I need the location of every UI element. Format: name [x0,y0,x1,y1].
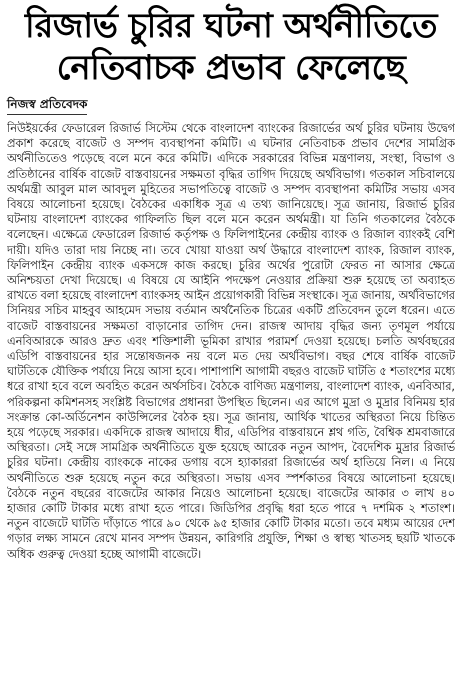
article-paragraph: নিউইয়র্কের ফেডারেল রিজার্ভ সিস্টেম থেকে বাংলাদেশ ব্যাংকের রিজার্ভের অর্থ চুরির ঘটনায় উদ্বেগ প্রকাশ করেছে বাজেট ও সম্পদ ব্যবস্থাপনা কমিটি। এ ঘটনার নেতিবাচক প্রভাব দেশের সামগ্রিক অর্থনীতিতেও পড়েছে বলে মনে করে কমিটি। এদিকে সরকারের বিভিন্ন মন্ত্রণালয়, সংস্থা, বিভাগ ও প্রতিষ্ঠানের বার্ষিক বাজেট বাস্তবায়নের সক্ষমতা বৃদ্ধির তাগিদ দিয়েছে অর্থবিভাগ। গতকাল সচিবালয়ে অর্থমন্ত্রী আবুল মাল আবদুল মুহিতের সভাপতিত্বে বাজেট ও সম্পদ ব্যবস্থাপনা কমিটির সভায় এসব বিষয়ে আলোচনা হয়েছে। বৈঠকের একাধিক সূত্র এ তথ্য জানিয়েছে। সূত্র জানায়, রিজার্ভ চুরির ঘটনায় বাংলাদেশ ব্যাংকের গাফিলতি ছিল বলে মনে করেন অর্থমন্ত্রী। যা তিনি গতকালের বৈঠকে বলেছেন। এক্ষেত্রে ফেডারেল রিজার্ভ কর্তৃপক্ষ ও ফিলিপাইনের কেন্দ্রীয় ব্যাংক ও রিজাল ব্যাংকই বেশি দায়ী। যদিও তারা দায় নিচ্ছে না। তবে খোয়া যাওয়া অর্থ উদ্ধারে বাংলাদেশ ব্যাংক, রিজাল ব্যাংক, ফিলিপাইন কেন্দ্রীয় ব্যাংক একসঙ্গে কাজ করছে। চুরির অর্থের পুরোটা ফেরত না আসার ক্ষেত্রে অনিশ্চয়তা দেখা দিয়েছে। এ বিষয়ে যে আইনি পদক্ষেপ নেওয়ার প্রক্রিয়া শুরু হয়েছে তা অব্যাহত রাখতে বলা হয়েছে বাংলাদেশ ব্যাংকসহ আইন প্রয়োগকারী বিভিন্ন সংস্থাকে। সূত্র জানায়, অর্থবিভাগের সিনিয়র সচিব মাহবুব আহমেদ সভায় বর্তমান অর্থনৈতিক চিত্রের একটি প্রতিবেদন তুলে ধরেন। এতে বাজেট বাস্তবায়নের সক্ষমতা বাড়ানোর তাগিদ দেন। রাজস্ব আদায় বৃদ্ধির জন্য তৃণমূল পর্যায়ে এনবিআরকে আরও দ্রুত এবং শক্তিশালী ভূমিকা রাখার পরামর্শ দেওয়া হয়েছে। চলতি অর্থবছরের এডিপি বাস্তবায়নের হার সন্তোষজনক নয় বলে মত দেয় অর্থবিভাগ। বছর শেষে বার্ষিক বাজেট ঘাটতিকে যৌক্তিক পর্যায়ে নিয়ে আসা হবে। পাশাপাশি আগামী বছরও বাজেট ঘাটতি ৫ শতাংশের মধ্যে ধরে রাখা হবে বলে অবহিত করেন অর্থসচিব। বৈঠকে বাণিজ্য মন্ত্রণালয়, বাংলাদেশ ব্যাংক, এনবিআর, পরিকল্পনা কমিশনসহ সংশ্লিষ্ট বিভাগের প্রধানরা উপস্থিত ছিলেন। এর আগে মুদ্রা ও মুদ্রার বিনিময় হার সংক্রান্ত কো-অর্ডিনেশন কাউন্সিলের বৈঠক হয়। সূত্র জানায়, আর্থিক খাতের অস্থিরতা নিয়ে চিন্তিত হয়ে পড়েছে সরকার। একদিকে রাজস্ব আদায়ে ধীর, এডিপির বাস্তবায়নে শ্লথ গতি, বৈশ্বিক শ্রমবাজারে অস্থিরতা। সেই সঙ্গে সামগ্রিক অর্থনীতিতে যুক্ত হয়েছে আরেক নতুন আপদ, বৈদেশিক মুদ্রার রিজার্ভ চুরির ঘটনা। কেন্দ্রীয় ব্যাংককে নাকের ডগায় বসে হ্যাকাররা রিজার্ভের অর্থ হাতিয়ে নিল। এ নিয়ে অর্থনীতিতে শুরু হয়েছে নতুন করে অস্থিরতা। সভায় এসব স্পর্শকাতর বিষয়ে আলোচনা হয়েছে। বৈঠকে নতুন বছরের বাজেটের আকার নিয়েও আলোচনা হয়েছে। বাজেটের আকার ৩ লাখ ৪০ হাজার কোটি টাকার মধ্যে রাখা হতে পারে। জিডিপির প্রবৃদ্ধি ধরা হতে পারে ৭ দশমিক ২ শতাংশ। নতুন বাজেটে ঘাটতি দাঁড়াতে পারে ৯০ থেকে ৯৫ হাজার কোটি টাকার মতো। তবে মধ্যম আয়ের দেশ গড়ার লক্ষ্য সামনে রেখে মানব সম্পদ উন্নয়ন, কারিগরি প্রযুক্তি, শিক্ষা ও স্বাস্থ্য খাতসহ ছয়টি খাতকে অধিক গুরুত্ব দেওয়া হচ্ছে আগামী বাজেটে। [7,122,455,561]
headline-line-1: রিজার্ভ চুরির ঘটনা অর্থনীতিতে [24,6,438,46]
headline [7,6,455,88]
article-body [7,121,455,661]
byline: নিজস্ব প্রতিবেদক [7,96,87,115]
headline-line-2: নেতিবাচক প্রভাব ফেলেছে [56,48,406,88]
